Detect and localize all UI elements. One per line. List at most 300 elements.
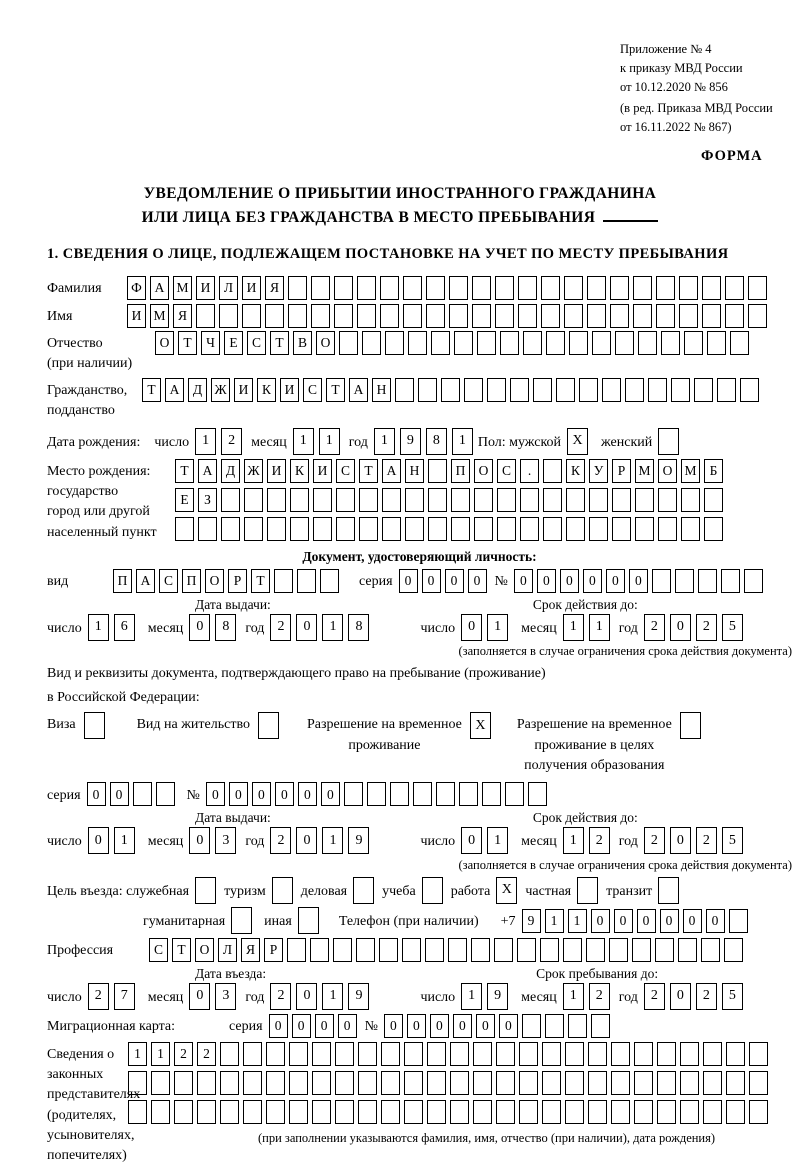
- temp-residence-checkbox[interactable]: [470, 712, 495, 739]
- char-cell[interactable]: [431, 331, 450, 355]
- char-cell[interactable]: [611, 1042, 630, 1066]
- char-cell[interactable]: [267, 517, 286, 541]
- char-cell[interactable]: [472, 304, 491, 328]
- char-cell[interactable]: [568, 1014, 587, 1038]
- char-cell[interactable]: [128, 1100, 147, 1124]
- char-cell[interactable]: [473, 1071, 492, 1095]
- char-cell[interactable]: [681, 517, 700, 541]
- char-cell[interactable]: А: [349, 378, 368, 402]
- birthplace-cells-row3[interactable]: [175, 517, 727, 541]
- char-cell[interactable]: [422, 877, 443, 904]
- char-cell[interactable]: [497, 517, 516, 541]
- char-cell[interactable]: [724, 938, 743, 962]
- char-cell[interactable]: [474, 517, 493, 541]
- char-cell[interactable]: [289, 1071, 308, 1095]
- char-cell[interactable]: П: [182, 569, 201, 593]
- char-cell[interactable]: [749, 1042, 768, 1066]
- char-cell[interactable]: [335, 1042, 354, 1066]
- residence-permit-checkbox[interactable]: [258, 712, 283, 739]
- char-cell[interactable]: [520, 517, 539, 541]
- char-cell[interactable]: [288, 304, 307, 328]
- char-cell[interactable]: [496, 1071, 515, 1095]
- char-cell[interactable]: [612, 517, 631, 541]
- purpose-private-checkbox[interactable]: [577, 877, 602, 904]
- char-cell[interactable]: А: [150, 276, 169, 300]
- char-cell[interactable]: [565, 1100, 584, 1124]
- char-cell[interactable]: [542, 1042, 561, 1066]
- char-cell[interactable]: [220, 1100, 239, 1124]
- char-cell[interactable]: 1: [563, 983, 584, 1010]
- char-cell[interactable]: [675, 569, 694, 593]
- char-cell[interactable]: [655, 938, 674, 962]
- char-cell[interactable]: [175, 517, 194, 541]
- char-cell[interactable]: [290, 488, 309, 512]
- char-cell[interactable]: Р: [264, 938, 283, 962]
- birth-year-cells[interactable]: [374, 428, 478, 455]
- char-cell[interactable]: [569, 331, 588, 355]
- entry-month-cells[interactable]: [189, 983, 241, 1010]
- char-cell[interactable]: 0: [430, 1014, 449, 1038]
- char-cell[interactable]: [635, 517, 654, 541]
- char-cell[interactable]: П: [451, 459, 470, 483]
- char-cell[interactable]: [427, 1071, 446, 1095]
- char-cell[interactable]: 0: [189, 827, 210, 854]
- char-cell[interactable]: 2: [589, 827, 610, 854]
- char-cell[interactable]: [405, 488, 424, 512]
- char-cell[interactable]: О: [205, 569, 224, 593]
- char-cell[interactable]: 0: [275, 782, 294, 806]
- char-cell[interactable]: 0: [252, 782, 271, 806]
- char-cell[interactable]: [611, 1071, 630, 1095]
- char-cell[interactable]: Т: [172, 938, 191, 962]
- permit-issue-year-cells[interactable]: [270, 827, 374, 854]
- birth-month-cells[interactable]: [293, 428, 345, 455]
- char-cell[interactable]: [174, 1100, 193, 1124]
- char-cell[interactable]: [133, 782, 152, 806]
- char-cell[interactable]: [427, 1100, 446, 1124]
- char-cell[interactable]: [362, 331, 381, 355]
- char-cell[interactable]: [381, 1071, 400, 1095]
- char-cell[interactable]: 0: [660, 909, 679, 933]
- char-cell[interactable]: [356, 938, 375, 962]
- char-cell[interactable]: [566, 517, 585, 541]
- char-cell[interactable]: 2: [589, 983, 610, 1010]
- char-cell[interactable]: [335, 1071, 354, 1095]
- char-cell[interactable]: [220, 1042, 239, 1066]
- char-cell[interactable]: [703, 1100, 722, 1124]
- char-cell[interactable]: [588, 1042, 607, 1066]
- char-cell[interactable]: [592, 331, 611, 355]
- char-cell[interactable]: З: [198, 488, 217, 512]
- char-cell[interactable]: [564, 304, 583, 328]
- char-cell[interactable]: [678, 938, 697, 962]
- char-cell[interactable]: [243, 1100, 262, 1124]
- char-cell[interactable]: 0: [296, 827, 317, 854]
- purpose-study-checkbox[interactable]: [422, 877, 447, 904]
- char-cell[interactable]: О: [474, 459, 493, 483]
- char-cell[interactable]: 0: [461, 827, 482, 854]
- char-cell[interactable]: [266, 1100, 285, 1124]
- char-cell[interactable]: [311, 304, 330, 328]
- char-cell[interactable]: [428, 459, 447, 483]
- char-cell[interactable]: 0: [399, 569, 418, 593]
- char-cell[interactable]: [403, 276, 422, 300]
- purpose-business-checkbox[interactable]: [353, 877, 378, 904]
- char-cell[interactable]: [661, 331, 680, 355]
- char-cell[interactable]: Л: [219, 276, 238, 300]
- char-cell[interactable]: [495, 276, 514, 300]
- purpose-official-checkbox[interactable]: [195, 877, 220, 904]
- char-cell[interactable]: 9: [400, 428, 421, 455]
- char-cell[interactable]: И: [242, 276, 261, 300]
- char-cell[interactable]: 0: [468, 569, 487, 593]
- char-cell[interactable]: 9: [487, 983, 508, 1010]
- char-cell[interactable]: [426, 276, 445, 300]
- char-cell[interactable]: И: [267, 459, 286, 483]
- char-cell[interactable]: [219, 304, 238, 328]
- char-cell[interactable]: [740, 378, 759, 402]
- char-cell[interactable]: [426, 304, 445, 328]
- char-cell[interactable]: 2: [197, 1042, 216, 1066]
- char-cell[interactable]: [656, 304, 675, 328]
- char-cell[interactable]: [151, 1100, 170, 1124]
- char-cell[interactable]: С: [336, 459, 355, 483]
- char-cell[interactable]: [518, 276, 537, 300]
- char-cell[interactable]: Н: [405, 459, 424, 483]
- char-cell[interactable]: [382, 488, 401, 512]
- char-cell[interactable]: [449, 276, 468, 300]
- char-cell[interactable]: [290, 517, 309, 541]
- char-cell[interactable]: [703, 1042, 722, 1066]
- char-cell[interactable]: [244, 488, 263, 512]
- char-cell[interactable]: [721, 569, 740, 593]
- char-cell[interactable]: 1: [322, 614, 343, 641]
- char-cell[interactable]: [333, 938, 352, 962]
- char-cell[interactable]: 1: [322, 827, 343, 854]
- char-cell[interactable]: 0: [537, 569, 556, 593]
- char-cell[interactable]: [588, 1071, 607, 1095]
- char-cell[interactable]: 2: [644, 614, 665, 641]
- char-cell[interactable]: [380, 304, 399, 328]
- char-cell[interactable]: И: [196, 276, 215, 300]
- char-cell[interactable]: Б: [704, 459, 723, 483]
- char-cell[interactable]: X: [496, 877, 517, 904]
- char-cell[interactable]: 0: [296, 983, 317, 1010]
- char-cell[interactable]: К: [566, 459, 585, 483]
- char-cell[interactable]: [625, 378, 644, 402]
- char-cell[interactable]: [359, 488, 378, 512]
- char-cell[interactable]: 0: [87, 782, 106, 806]
- char-cell[interactable]: [702, 276, 721, 300]
- char-cell[interactable]: 2: [696, 983, 717, 1010]
- char-cell[interactable]: [474, 488, 493, 512]
- char-cell[interactable]: 1: [452, 428, 473, 455]
- char-cell[interactable]: 1: [545, 909, 564, 933]
- char-cell[interactable]: С: [247, 331, 266, 355]
- char-cell[interactable]: [448, 938, 467, 962]
- char-cell[interactable]: [725, 276, 744, 300]
- char-cell[interactable]: [451, 488, 470, 512]
- char-cell[interactable]: 2: [221, 428, 242, 455]
- char-cell[interactable]: [633, 276, 652, 300]
- char-cell[interactable]: [694, 378, 713, 402]
- char-cell[interactable]: У: [589, 459, 608, 483]
- char-cell[interactable]: [418, 378, 437, 402]
- char-cell[interactable]: [610, 276, 629, 300]
- char-cell[interactable]: [542, 1100, 561, 1124]
- char-cell[interactable]: [385, 331, 404, 355]
- char-cell[interactable]: [726, 1042, 745, 1066]
- char-cell[interactable]: Е: [175, 488, 194, 512]
- char-cell[interactable]: [266, 1042, 285, 1066]
- char-cell[interactable]: [404, 1100, 423, 1124]
- char-cell[interactable]: [367, 782, 386, 806]
- temp-residence-edu-checkbox[interactable]: [680, 712, 705, 739]
- char-cell[interactable]: С: [149, 938, 168, 962]
- char-cell[interactable]: [528, 782, 547, 806]
- char-cell[interactable]: Т: [178, 331, 197, 355]
- char-cell[interactable]: М: [173, 276, 192, 300]
- char-cell[interactable]: 2: [270, 614, 291, 641]
- citizenship-cells[interactable]: [142, 378, 763, 402]
- char-cell[interactable]: [519, 1071, 538, 1095]
- char-cell[interactable]: [541, 276, 560, 300]
- char-cell[interactable]: 1: [487, 827, 508, 854]
- char-cell[interactable]: [298, 907, 319, 934]
- char-cell[interactable]: [563, 938, 582, 962]
- char-cell[interactable]: [297, 569, 316, 593]
- char-cell[interactable]: [556, 378, 575, 402]
- char-cell[interactable]: 8: [348, 614, 369, 641]
- char-cell[interactable]: [312, 1042, 331, 1066]
- char-cell[interactable]: [500, 331, 519, 355]
- char-cell[interactable]: [312, 1071, 331, 1095]
- stay-month-cells[interactable]: [563, 983, 615, 1010]
- char-cell[interactable]: 3: [215, 827, 236, 854]
- entry-year-cells[interactable]: [270, 983, 374, 1010]
- char-cell[interactable]: И: [313, 459, 332, 483]
- char-cell[interactable]: [565, 1042, 584, 1066]
- char-cell[interactable]: [436, 782, 455, 806]
- char-cell[interactable]: [658, 877, 679, 904]
- char-cell[interactable]: [589, 488, 608, 512]
- char-cell[interactable]: [464, 378, 483, 402]
- char-cell[interactable]: [288, 276, 307, 300]
- char-cell[interactable]: 0: [476, 1014, 495, 1038]
- char-cell[interactable]: [748, 276, 767, 300]
- representatives-cells-row3[interactable]: [128, 1100, 772, 1124]
- char-cell[interactable]: [272, 877, 293, 904]
- char-cell[interactable]: [242, 304, 261, 328]
- char-cell[interactable]: 0: [560, 569, 579, 593]
- char-cell[interactable]: [656, 276, 675, 300]
- char-cell[interactable]: [267, 488, 286, 512]
- char-cell[interactable]: [496, 1100, 515, 1124]
- char-cell[interactable]: 0: [189, 983, 210, 1010]
- char-cell[interactable]: [231, 907, 252, 934]
- permit-valid-month-cells[interactable]: [563, 827, 615, 854]
- permit-series-cells[interactable]: [87, 782, 179, 806]
- char-cell[interactable]: [335, 1100, 354, 1124]
- char-cell[interactable]: 1: [487, 614, 508, 641]
- char-cell[interactable]: [749, 1071, 768, 1095]
- char-cell[interactable]: [310, 938, 329, 962]
- char-cell[interactable]: [602, 378, 621, 402]
- char-cell[interactable]: 5: [722, 827, 743, 854]
- sex-female-checkbox[interactable]: [658, 428, 684, 455]
- char-cell[interactable]: [195, 877, 216, 904]
- char-cell[interactable]: 0: [338, 1014, 357, 1038]
- char-cell[interactable]: 0: [637, 909, 656, 933]
- char-cell[interactable]: [198, 517, 217, 541]
- char-cell[interactable]: [395, 378, 414, 402]
- char-cell[interactable]: [336, 488, 355, 512]
- char-cell[interactable]: [681, 488, 700, 512]
- char-cell[interactable]: [358, 1100, 377, 1124]
- char-cell[interactable]: [336, 517, 355, 541]
- char-cell[interactable]: [472, 276, 491, 300]
- char-cell[interactable]: [518, 304, 537, 328]
- birthplace-cells-row2[interactable]: [175, 488, 727, 512]
- char-cell[interactable]: [749, 1100, 768, 1124]
- char-cell[interactable]: [520, 488, 539, 512]
- char-cell[interactable]: [533, 378, 552, 402]
- char-cell[interactable]: [313, 517, 332, 541]
- char-cell[interactable]: [428, 517, 447, 541]
- char-cell[interactable]: Р: [612, 459, 631, 483]
- char-cell[interactable]: [495, 304, 514, 328]
- char-cell[interactable]: [381, 1042, 400, 1066]
- char-cell[interactable]: 0: [422, 569, 441, 593]
- char-cell[interactable]: [151, 1071, 170, 1095]
- char-cell[interactable]: 0: [614, 909, 633, 933]
- char-cell[interactable]: Р: [228, 569, 247, 593]
- char-cell[interactable]: [196, 304, 215, 328]
- char-cell[interactable]: М: [681, 459, 700, 483]
- char-cell[interactable]: [726, 1100, 745, 1124]
- char-cell[interactable]: 2: [270, 983, 291, 1010]
- char-cell[interactable]: [471, 938, 490, 962]
- char-cell[interactable]: 0: [407, 1014, 426, 1038]
- surname-cells[interactable]: [127, 276, 771, 300]
- char-cell[interactable]: [522, 1014, 541, 1038]
- char-cell[interactable]: 2: [174, 1042, 193, 1066]
- purpose-transit-checkbox[interactable]: [658, 877, 683, 904]
- char-cell[interactable]: [698, 569, 717, 593]
- char-cell[interactable]: [505, 782, 524, 806]
- char-cell[interactable]: [258, 712, 279, 739]
- char-cell[interactable]: [648, 378, 667, 402]
- char-cell[interactable]: [220, 1071, 239, 1095]
- char-cell[interactable]: Т: [142, 378, 161, 402]
- char-cell[interactable]: Я: [241, 938, 260, 962]
- char-cell[interactable]: 0: [461, 614, 482, 641]
- char-cell[interactable]: [244, 517, 263, 541]
- id-valid-year-cells[interactable]: [644, 614, 748, 641]
- char-cell[interactable]: [510, 378, 529, 402]
- char-cell[interactable]: 1: [151, 1042, 170, 1066]
- char-cell[interactable]: 0: [629, 569, 648, 593]
- purpose-tourism-checkbox[interactable]: [272, 877, 297, 904]
- char-cell[interactable]: 9: [348, 827, 369, 854]
- char-cell[interactable]: [707, 331, 726, 355]
- char-cell[interactable]: [344, 782, 363, 806]
- char-cell[interactable]: [577, 877, 598, 904]
- char-cell[interactable]: [657, 1100, 676, 1124]
- char-cell[interactable]: 0: [499, 1014, 518, 1038]
- permit-valid-day-cells[interactable]: [461, 827, 513, 854]
- char-cell[interactable]: 0: [670, 983, 691, 1010]
- char-cell[interactable]: Т: [270, 331, 289, 355]
- given-name-cells[interactable]: [127, 304, 771, 328]
- char-cell[interactable]: [540, 938, 559, 962]
- char-cell[interactable]: [197, 1100, 216, 1124]
- char-cell[interactable]: Т: [175, 459, 194, 483]
- doc-number-cells[interactable]: [514, 569, 767, 593]
- char-cell[interactable]: М: [150, 304, 169, 328]
- stay-year-cells[interactable]: [644, 983, 748, 1010]
- char-cell[interactable]: [128, 1071, 147, 1095]
- char-cell[interactable]: 0: [453, 1014, 472, 1038]
- char-cell[interactable]: 2: [696, 614, 717, 641]
- char-cell[interactable]: 1: [88, 614, 109, 641]
- char-cell[interactable]: [543, 517, 562, 541]
- char-cell[interactable]: [494, 938, 513, 962]
- char-cell[interactable]: [680, 1100, 699, 1124]
- char-cell[interactable]: С: [303, 378, 322, 402]
- char-cell[interactable]: 1: [128, 1042, 147, 1066]
- phone-cells[interactable]: [522, 909, 752, 933]
- char-cell[interactable]: 0: [296, 614, 317, 641]
- char-cell[interactable]: [289, 1100, 308, 1124]
- char-cell[interactable]: Т: [359, 459, 378, 483]
- char-cell[interactable]: В: [293, 331, 312, 355]
- char-cell[interactable]: [658, 488, 677, 512]
- char-cell[interactable]: Ч: [201, 331, 220, 355]
- char-cell[interactable]: И: [127, 304, 146, 328]
- char-cell[interactable]: [358, 1042, 377, 1066]
- char-cell[interactable]: [634, 1042, 653, 1066]
- char-cell[interactable]: [684, 331, 703, 355]
- char-cell[interactable]: [197, 1071, 216, 1095]
- char-cell[interactable]: [497, 488, 516, 512]
- char-cell[interactable]: 6: [114, 614, 135, 641]
- char-cell[interactable]: 0: [706, 909, 725, 933]
- char-cell[interactable]: [454, 331, 473, 355]
- stay-day-cells[interactable]: [461, 983, 513, 1010]
- char-cell[interactable]: 0: [88, 827, 109, 854]
- char-cell[interactable]: [84, 712, 105, 739]
- char-cell[interactable]: 0: [189, 614, 210, 641]
- purpose-other-checkbox[interactable]: [298, 907, 323, 934]
- char-cell[interactable]: 0: [321, 782, 340, 806]
- char-cell[interactable]: А: [165, 378, 184, 402]
- birth-day-cells[interactable]: [195, 428, 247, 455]
- char-cell[interactable]: 2: [88, 983, 109, 1010]
- char-cell[interactable]: 2: [270, 827, 291, 854]
- char-cell[interactable]: [680, 1042, 699, 1066]
- id-valid-day-cells[interactable]: [461, 614, 513, 641]
- char-cell[interactable]: 0: [670, 827, 691, 854]
- char-cell[interactable]: [632, 938, 651, 962]
- char-cell[interactable]: [287, 938, 306, 962]
- char-cell[interactable]: С: [497, 459, 516, 483]
- char-cell[interactable]: [679, 304, 698, 328]
- char-cell[interactable]: [313, 488, 332, 512]
- char-cell[interactable]: 1: [319, 428, 340, 455]
- char-cell[interactable]: [679, 276, 698, 300]
- char-cell[interactable]: [403, 304, 422, 328]
